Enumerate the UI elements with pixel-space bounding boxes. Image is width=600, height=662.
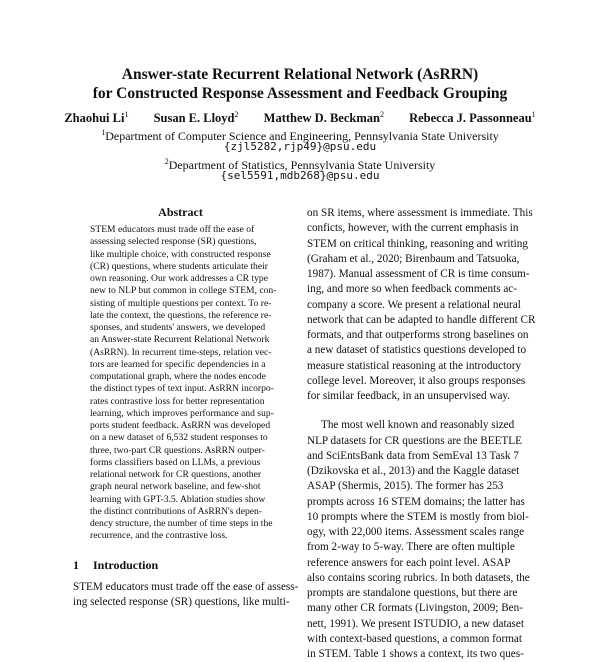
- affiliation-name: Department of Computer Science and Engineering, Pennsylvania State University: [105, 129, 499, 143]
- abstract-line: STEM educators must trade off the ease of: [90, 224, 255, 235]
- title-line: for Constructed Response Assessment and Feedback Grouping: [92, 85, 508, 102]
- body-line: prompts across 16 STEM domains; the latter has: [307, 495, 525, 508]
- introduction-body: [73, 580, 299, 610]
- body-line: many other CR formats (Livingston, 2009; Ben-: [307, 602, 523, 615]
- paper-title: [60, 65, 540, 103]
- body-line: on SR items, where assessment is immediate. This: [307, 207, 533, 219]
- abstract-line: like multiple choice, with constructed response: [90, 248, 271, 260]
- title-line: Answer-state Recurrent Relational Network (AsRRN): [121, 66, 479, 83]
- abstract-line: assessing selected response (SR) questions,: [90, 236, 257, 248]
- abstract-line: computational graph, where the nodes encode: [90, 371, 266, 382]
- abstract-line: three, two-part CR questions. AsRRN outper-: [90, 444, 265, 456]
- affiliation-number: 2: [164, 157, 169, 166]
- author-affiliation-mark: 1: [531, 110, 536, 119]
- author-affiliation-mark: 2: [234, 110, 239, 119]
- body-line: a new dataset of statistics questions developed to: [307, 344, 527, 357]
- body-line: STEM on critical thinking, reasoning and writing: [307, 237, 528, 250]
- body-line: prompts are standalone questions, but there are: [307, 587, 518, 599]
- abstract-line: late the context, the questions, the reference re-: [90, 309, 272, 321]
- body-line: in STEM. Table 1 shows a context, its two ques-: [307, 648, 524, 660]
- abstract-line: own reasoning. Our work addresses a CR type: [90, 273, 268, 284]
- body-line: company a score. We present a relational neural: [307, 298, 521, 311]
- affiliation-name: Department of Statistics, Pennsylvania State University: [168, 158, 436, 172]
- body-line: NLP datasets for CR questions are the BEETLE: [307, 434, 522, 447]
- body-line: (Graham et al., 2020; Birenbaum and Tatsuoka,: [307, 252, 520, 265]
- section-heading-introduction: [73, 558, 158, 573]
- abstract-line: new to NLP but common in college STEM, con-: [90, 285, 277, 297]
- author-affiliation-mark: 2: [379, 110, 384, 119]
- body-line: ing, and more so when feedback comments ac-: [307, 283, 518, 296]
- body-line: The most well known and reasonably sized: [321, 419, 515, 432]
- body-line: formats, and that outperforms strong baselines on: [307, 329, 529, 341]
- abstract-line: learning, which improves performance and sup-: [90, 407, 274, 419]
- abstract-line: learning with GPT-3.5. Ablation studies show: [90, 493, 266, 505]
- abstract-line: sponses, and students' answers, we developed: [90, 322, 266, 333]
- affiliation-email: {zjl5282,rjp49}@psu.edu: [223, 140, 377, 153]
- author-affiliation-mark: 1: [124, 110, 129, 119]
- body-line: from 2-way to 5-way. There are often multiple: [307, 541, 515, 554]
- author-name: Rebecca J. Passonneau: [409, 111, 532, 126]
- body-line: conficts, however, with the current emphasis in: [307, 222, 519, 235]
- abstract-line: on a new dataset of 6,532 student responses to: [90, 432, 268, 444]
- author: [409, 111, 536, 125]
- author: [64, 111, 128, 125]
- body-line: (Dzikovska et al., 2013) and the Kaggle dataset: [307, 465, 520, 477]
- abstract-line: rates contrastive loss for better representation: [90, 395, 265, 407]
- author-name: Matthew D. Beckman: [263, 111, 380, 126]
- abstract-line: an Answer-state Recurrent Relational Network: [90, 334, 270, 346]
- author: [154, 111, 239, 125]
- abstract-heading: Abstract: [158, 205, 203, 219]
- abstract-line: ports student feedback. AsRRN was developed: [90, 420, 271, 431]
- author-name: Zhaohui Li: [64, 111, 125, 126]
- body-line: 1987). Manual assessment of CR is time consum-: [307, 268, 530, 280]
- body-line: STEM educators must trade off the ease of assess-: [73, 581, 299, 593]
- author: [264, 111, 384, 125]
- body-line: reference answers for each point level. ASAP: [307, 556, 511, 569]
- body-line: ogy, with 22,000 items. Assessment scales range: [307, 526, 525, 538]
- body-line: measure statistical reasoning at the introductory: [307, 359, 522, 372]
- right-column-body: [307, 206, 536, 662]
- body-line: ing selected response (SR) questions, like multi-: [73, 596, 290, 608]
- abstract-line: dency structure, the number of time steps in the: [90, 518, 273, 529]
- abstract-line: recurrence, and the contrastive loss.: [90, 530, 228, 542]
- body-line: with context-based questions, a common format: [307, 632, 522, 645]
- body-line: ASAP (Shermis, 2015). The former has 253: [307, 480, 504, 493]
- abstract-line: (AsRRN). In recurrent time-steps, relation vec-: [90, 346, 272, 358]
- abstract-line: tors are learned for specific dependencies in a: [90, 358, 266, 370]
- author-name: Susan E. Lloyd: [153, 111, 235, 126]
- abstract-line: (CR) questions, where students articulate their: [90, 260, 268, 272]
- body-line: network that can be adapted to handle different CR: [307, 313, 536, 326]
- body-line: nett, 1991). We present ISTUDIO, a new dataset: [307, 617, 524, 630]
- abstract-line: graph neural network baseline, and few-shot: [90, 481, 261, 493]
- abstract-line: the distinct contributions of AsRRN's depen-: [90, 505, 263, 517]
- paragraph-gap: [307, 404, 529, 418]
- body-line: and SciEntsBank data from SemEval 13 Task 7: [307, 449, 519, 462]
- section-number: 1: [73, 558, 79, 572]
- section-title: Introduction: [93, 558, 159, 572]
- abstract-line: sisting of multiple questions per context. To re-: [90, 297, 272, 309]
- body-line: 10 prompts where the STEM is mostly from biol-: [307, 510, 529, 523]
- body-line: for similar feedback, in an unsupervised way.: [307, 390, 511, 402]
- body-line: college level. Moreover, it also groups responses: [307, 374, 526, 387]
- affiliation-number: 1: [101, 128, 106, 137]
- author-list: [40, 110, 560, 126]
- abstract-line: forms classifiers based on LLMs, a previous: [90, 456, 261, 468]
- abstract-body: [90, 224, 277, 543]
- abstract-line: the distinct types of text input. AsRRN incorpo-: [90, 383, 274, 395]
- affiliation-email: {sel5591,mdb268}@psu.edu: [220, 169, 380, 182]
- body-line: also contains scoring rubrics. In both datasets, the: [307, 571, 530, 584]
- abstract-line: relational network for CR questions, another: [90, 469, 262, 480]
